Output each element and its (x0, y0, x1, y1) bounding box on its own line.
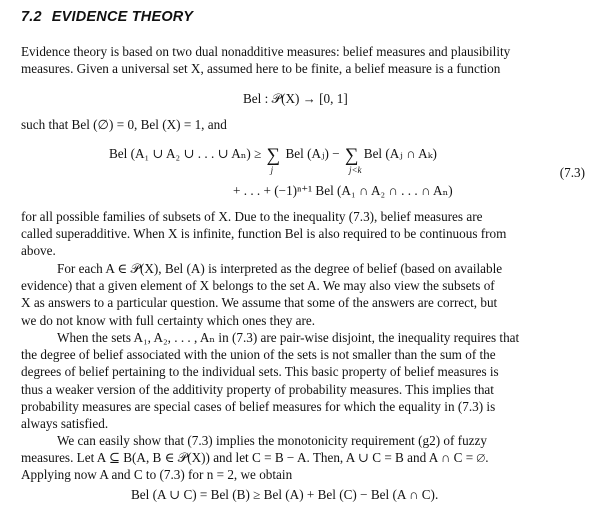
text-line: Evidence theory is based on two dual nonadditive measures: belief measures and plausibility (21, 44, 511, 59)
formula-inequality-line1 (109, 145, 437, 175)
paragraph-such-that (21, 116, 587, 133)
summation-symbol: ∑ j (266, 145, 281, 175)
summation-symbol: ∑ j<k (344, 145, 362, 175)
text-line: measures. Let A ⊆ B(A, B ∈ 𝒫(X)) and let C = B − A. Then, A ∪ C = B and A ∩ C = ∅. (21, 450, 489, 466)
sum1-body: Bel (Aⱼ) − (285, 146, 340, 161)
text-line: always satisfied. (21, 416, 109, 432)
summation-index: j (270, 165, 274, 175)
text-line: We can easily show that (7.3) implies the monotonicity requirement (g2) of fuzzy (57, 433, 487, 448)
text-line: called superadditive. When X is infinite, function Bel is also required to be continuous from (21, 226, 507, 242)
summation-index: j<k (348, 165, 362, 175)
section-number: 7.2 (21, 9, 42, 25)
inequality-lhs: Bel (A₁ ∪ A₂ ∪ . . . ∪ Aₙ) ≥ (109, 146, 262, 161)
text-line: Applying now A and C to (7.3) for n = 2, we obtain (21, 467, 293, 483)
sum2-body: Bel (Aⱼ ∩ Aₖ) (363, 146, 437, 161)
equation-number: (7.3) (559, 165, 585, 180)
text-line: for all possible families of subsets of X. Due to the inequality (7.3), belief measures are (21, 209, 483, 224)
section-heading (21, 9, 193, 25)
text-line: probability measures are special cases of belief measures for which the equality in (7.3) is (21, 398, 496, 414)
paragraph-interpretation (21, 260, 587, 329)
text-line: above. (21, 243, 56, 259)
formula-bel-function: Bel : 𝒫(X) → [0, 1] (243, 91, 348, 106)
paragraph-intro (21, 43, 587, 77)
text-line: thus a weaker version of the additivity property of probability measures. This implies that (21, 381, 494, 397)
text-line: the degree of belief associated with the union of the sets is not smaller than the sum of the (21, 347, 496, 363)
text-line: measures. Given a universal set X, assumed here to be finite, a belief measure is a function (21, 61, 501, 77)
paragraph-disjoint (21, 329, 587, 432)
text-line: X as answers to a particular question. We assume that some of the answers are correct, but (21, 295, 498, 311)
text-line: When the sets A₁, A₂, . . . , Aₙ in (7.3) are pair-wise disjoint, the inequality requires that (57, 330, 520, 345)
text-line: evidence) that a given element of X belongs to the set A. We may also view the subsets of (21, 278, 495, 294)
text-line: degrees of belief pertaining to the individual sets. This basic property of belief measures is (21, 364, 499, 380)
section-title: EVIDENCE THEORY (51, 9, 194, 25)
text-line: For each A ∈ 𝒫(X), Bel (A) is interpreted as the degree of belief (based on available (57, 261, 503, 276)
paragraph-monotonicity (21, 432, 587, 484)
formula-final: Bel (A ∪ C) = Bel (B) ≥ Bel (A) + Bel (C) − Bel (A ∩ C). (131, 487, 439, 502)
formula-inequality-line2: + . . . + (−1)ⁿ⁺¹ Bel (A₁ ∩ A₂ ∩ . . . ∩ Aₙ) (233, 183, 453, 198)
text-line: such that Bel (∅) = 0, Bel (X) = 1, and (21, 117, 227, 132)
paragraph-superadditive (21, 208, 587, 260)
text-line: we do not know with full certainty which ones they are. (21, 312, 316, 328)
